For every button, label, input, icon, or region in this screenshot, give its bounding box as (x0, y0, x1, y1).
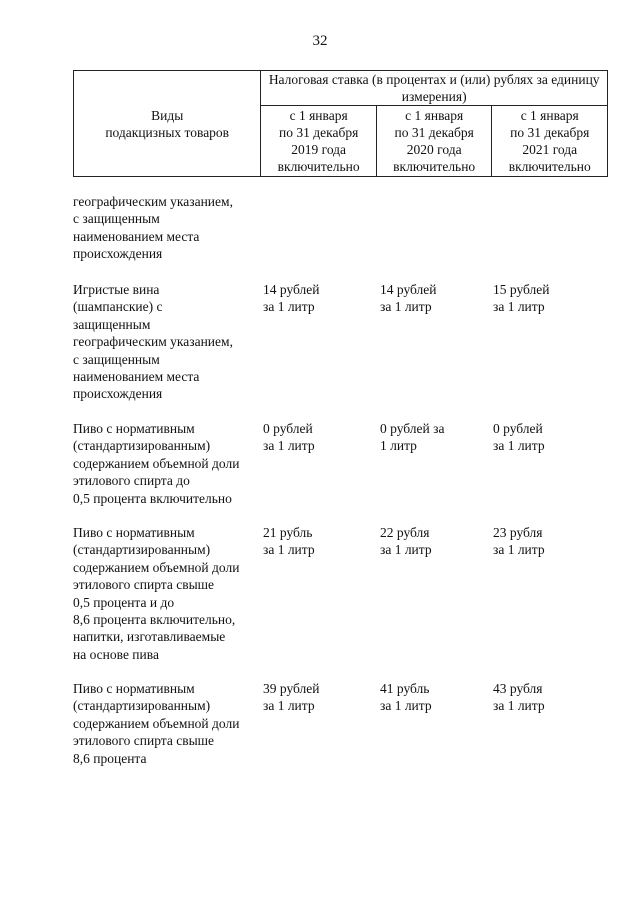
header-text-line: подакцизных товаров (105, 124, 230, 140)
text-line: защищенным (73, 316, 151, 332)
goods-name-cell (73, 524, 239, 663)
period-header-2019 (261, 106, 377, 177)
text-line: географическим указанием, (73, 194, 233, 209)
header-text-line: 2019 года (291, 142, 347, 157)
rate-cell-2019 (263, 281, 320, 316)
text-line: этилового спирта свыше (73, 577, 215, 593)
header-text-line: 2021 года (522, 142, 578, 157)
rate-cell-2021 (493, 680, 545, 715)
text-line: за 1 литр (493, 299, 545, 315)
text-line: 22 рубля (380, 525, 430, 540)
tax-rate-table-header (73, 70, 608, 177)
text-line: содержанием объемной доли (73, 559, 240, 575)
text-line: 43 рубля (493, 681, 543, 696)
rate-cell-2021 (493, 524, 545, 559)
text-line: напитки, изготавливаемые (73, 629, 226, 645)
header-text-line: с 1 января (405, 108, 464, 123)
text-line: (стандартизированным) (73, 542, 211, 558)
text-line: наименованием места (73, 228, 200, 244)
header-text-line: включительно (277, 159, 360, 174)
rate-cell-2020 (380, 420, 444, 455)
text-line: с защищенным (73, 351, 160, 367)
text-line: 41 рубль (380, 681, 430, 696)
text-line: (шампанские) с (73, 299, 163, 315)
rate-cell-2020 (380, 281, 437, 316)
rate-cell-2019 (263, 524, 315, 559)
text-line: содержанием объемной доли (73, 455, 240, 471)
text-line: за 1 литр (263, 438, 315, 454)
text-line: 14 рублей (263, 282, 320, 297)
header-text-line: по 31 декабря (394, 125, 474, 140)
text-line: за 1 литр (380, 698, 432, 714)
header-text-line: с 1 января (520, 108, 579, 123)
text-line: за 1 литр (263, 542, 315, 558)
text-line: (стандартизированным) (73, 698, 211, 714)
text-line: за 1 литр (493, 438, 545, 454)
goods-name-cell (73, 193, 233, 263)
tax-rate-header: Налоговая ставка (в процентах и (или) рублях за единицу измерения) (261, 71, 608, 106)
header-text-line: с 1 января (289, 108, 348, 123)
text-line: содержанием объемной доли (73, 715, 240, 731)
goods-name-cell (73, 420, 239, 507)
text-line: 0 рублей (263, 421, 313, 436)
text-line: 39 рублей (263, 681, 320, 696)
period-header-2020 (376, 106, 492, 177)
page-number: 32 (312, 33, 328, 49)
text-line: (стандартизированным) (73, 438, 211, 454)
text-line: 0,5 процента включительно (73, 490, 232, 506)
text-line: за 1 литр (263, 299, 315, 315)
text-line: с защищенным (73, 211, 160, 227)
text-line: этилового спирта до (73, 473, 190, 489)
text-line: 1 литр (380, 438, 417, 454)
header-text-line: включительно (393, 159, 476, 174)
text-line: 23 рубля (493, 525, 543, 540)
period-header-2021 (492, 106, 608, 177)
text-line: происхождения (73, 386, 163, 402)
text-line: 21 рубль (263, 525, 313, 540)
rate-cell-2021 (493, 281, 550, 316)
header-text-line: Виды (151, 107, 184, 123)
text-line: 14 рублей (380, 282, 437, 297)
text-line: Пиво с нормативным (73, 681, 195, 696)
text-line: 8,6 процента (73, 750, 147, 766)
rate-cell-2020 (380, 524, 432, 559)
text-line: 0,5 процента и до (73, 594, 175, 610)
text-line: за 1 литр (380, 299, 432, 315)
text-line: на основе пива (73, 646, 159, 662)
header-text-line: включительно (508, 159, 591, 174)
text-line: происхождения (73, 246, 163, 262)
goods-name-cell (73, 281, 233, 403)
text-line: за 1 литр (380, 542, 432, 558)
text-line: наименованием места (73, 369, 200, 385)
rate-cell-2019 (263, 680, 320, 715)
text-line: 15 рублей (493, 282, 550, 297)
text-line: Пиво с нормативным (73, 421, 195, 436)
text-line: 0 рублей (493, 421, 543, 436)
header-text-line: по 31 декабря (510, 125, 590, 140)
text-line: географическим указанием, (73, 334, 233, 350)
header-text-line: 2020 года (406, 142, 462, 157)
rate-cell-2021 (493, 420, 545, 455)
goods-name-cell (73, 680, 239, 767)
text-line: Игристые вина (73, 282, 160, 297)
rate-cell-2019 (263, 420, 315, 455)
header-text-line: по 31 декабря (279, 125, 359, 140)
text-line: Пиво с нормативным (73, 525, 195, 540)
text-line: за 1 литр (493, 698, 545, 714)
text-line: 8,6 процента включительно, (73, 612, 236, 628)
text-line: 0 рублей за (380, 421, 445, 436)
text-line: за 1 литр (493, 542, 545, 558)
text-line: этилового спирта свыше (73, 733, 215, 749)
excise-goods-header (74, 71, 261, 177)
text-line: за 1 литр (263, 698, 315, 714)
rate-cell-2020 (380, 680, 432, 715)
